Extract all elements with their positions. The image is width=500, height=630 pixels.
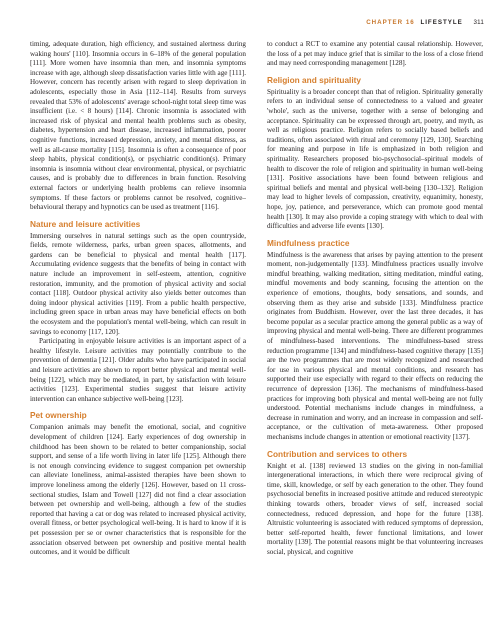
- heading-contribution-services: Contribution and services to others: [267, 448, 408, 459]
- paragraph-religion: Spirituality is a broader concept than that of religion. Spirituality generally refers to an individual sense of connectedness to a valued and greater 'whole', such as the universe, together with a sense of belonging and acceptance. Spirituality can be expressed through art, poetry, and myth, as well as religious practice. Religion refers to socially based beliefs and traditions, often associated with ritual and ceremony [129, 130]. Searching for meaning and purpose in life is emphasized in both religion and spirituality. Researchers proposed bio-psychosocial–spiritual models of health to discover the role of religion and spirituality in human well-being [131]. Positive associations have been found between religious and spiritual beliefs and mental and physical well-being [130–132]. Religion may lead to higher levels of compassion, creativity, equanimity, honesty, hope, joy, patience, and perseverance, which can promote good mental health [130]. It may also provide a coping strategy with which to deal with difficulties and adverse life events [130].: [267, 87, 483, 231]
- heading-mindfulness: Mindfulness practice: [267, 237, 350, 248]
- heading-nature-leisure: Nature and leisure activities: [30, 218, 141, 229]
- paragraph-leisure: Participating in enjoyable leisure activities is an important aspect of a healthy lifestyle. Leisure activities may potentially contribute to the prevention of dementia [121]. Older adults who have participated in social and leisure activities are shown to report better physical and mental well-being [122], which may be mediated, in part, by satisfaction with leisure activities [123]. Experimental studies suggest that leisure activity intervention can enhance subjective well-being [123].: [30, 337, 246, 403]
- heading-pet-ownership: Pet ownership: [30, 410, 87, 421]
- page-number: 311: [473, 19, 484, 26]
- paragraph-mindfulness: Mindfulness is the awareness that arises by paying attention to the present moment, non-judgementally [133]. Mindfulness practices usually involve mindful breathing, walking meditation, sitting meditation, mindful eating, mindful movements and body scanning, focusing the attention on the experience of emotions, thoughts, body sensations, and sounds, and observing them as they arise and subside [133]. Mindfulness practice originates from Buddhism. However, over the last three decades, it has become popular as a secular practice among the general public as a way of improving physical and mental well-being. There are different programmes of mindfulness-based interventions. The mindfulness-based stress reduction programme [134] and mindfulness-based cognitive therapy [135] are the two programmes that are most widely recognized and researched for use in various physical and mental conditions, and research has supported their use especially with regard to their effects on reducing the recurrence of depression [136]. The mechanisms of mindfulness-based practices for improving both physical and mental well-being are not fully understood. Potential mechanisms include changes in mindfulness, a decrease in rumination and worry, and an increase in compassion and self-acceptance, or the cultivation of meta-awareness. Other proposed mechanisms include changes in attention or emotional reactivity [137].: [267, 250, 483, 441]
- heading-religion-spirituality: Religion and spirituality: [267, 74, 362, 85]
- chapter-label: CHAPTER 16: [366, 19, 415, 26]
- paragraph-insomnia: timing, adequate duration, high efficiency, and sustained alertness during waking hours' [110]. Insomnia occurs in 6–18% of the general population [111]. More women have insomnia than men, and insomnia symptoms increase with age, although sleep dissatisfaction varies little with age [111]. However, concern has recently arisen with regard to sleep deprivation in adolescents, especially those in Asia [112–114]. Results from surveys revealed that 53% of adolescents' average school-night total sleep time was insufficient (i.e. < 8 hours) [114]. Chronic insomnia is associated with increased risk of physical and mental health problems such as obesity, diabetes, hypertension and heart disease, increased inflammation, poorer cognitive functions, increased depression, anxiety, and mental distress, as well as all-cause mortality [115]. Insomnia is often a consequence of poor sleep habits, physical condition(s), or psychiatric condition(s). Primary insomnia is insomnia without clear environmental, physical, or psychiatric causes, and is probably due to differences in brain function. Resolving external factors or underlying health problems can relieve insomnia symptoms. If these factors or problems cannot be resolved, cognitive–behavioural therapy and hypnotics can be used as treatment [116].: [30, 40, 246, 212]
- left-column: [30, 40, 246, 558]
- chapter-title: LIFESTYLE: [420, 19, 463, 26]
- paragraph-contribution: Knight et al. [138] reviewed 13 studies on the giving in non-familial intergenerational interactions, in which there were reciprocal giving of time, skill, knowledge, or self by each generation to the other. They found psychosocial benefits in increased positive attitude and reduced stereotypic thinking towards others, broader views of self, increased social connectedness, reduced depression, and hope for the future [138]. Altruistic volunteering is associated with reduced symptoms of depression, better self-reported health, fewer functional limitations, and lower mortality [139]. The potential reasons might be that volunteering increases social, physical, and cognitive: [267, 461, 483, 556]
- paragraph-pet-continued: to conduct a RCT to examine any potential causal relationship. However, the loss of a pet may induce grief that is similar to the loss of a close friend and may need corresponding management [128].: [267, 40, 483, 68]
- running-head: [366, 19, 484, 26]
- right-column: [267, 40, 483, 558]
- paragraph-pet-ownership: Companion animals may benefit the emotional, social, and cognitive development of children [124]. Early experiences of dog ownership in childhood has been shown to be related to better companionship, social support, and sense of a life worth living in later life [125]. Although there is not enough convincing evidence to suggest companion pet ownership can alleviate loneliness, animal-assisted therapies have been shown to improve loneliness among the elderly [126]. However, based on 11 cross-sectional studies, Islam and Towell [127] did not find a clear association between pet ownership and well-being, although a few of the studies reported that having a cat or dog was related to increased physical activity, overall fitness, or better psychological well-being. It is hard to know if it is pet possession per se or owner characteristics that is responsible for the association observed between pet ownership and positive mental health outcomes, and it would be difficult: [30, 423, 246, 557]
- paragraph-nature: Immersing ourselves in natural settings such as the open countryside, fields, remote wilderness, parks, urban green spaces, allotments, and gardens can be beneficial to physical and mental health [117]. Accumulating evidence suggests that the benefits of being in contact with nature include an improvement in self-esteem, attention, cognitive restoration, immunity, and the promotion of physical activity and social contact [118]. Outdoor physical activity also yields better outcomes than doing indoor physical activities [119]. From a public health perspective, including green space in urban areas may have beneficial effects on both the ecosystem and the population's mental well-being, which can result in savings to economy [117, 120].: [30, 231, 246, 336]
